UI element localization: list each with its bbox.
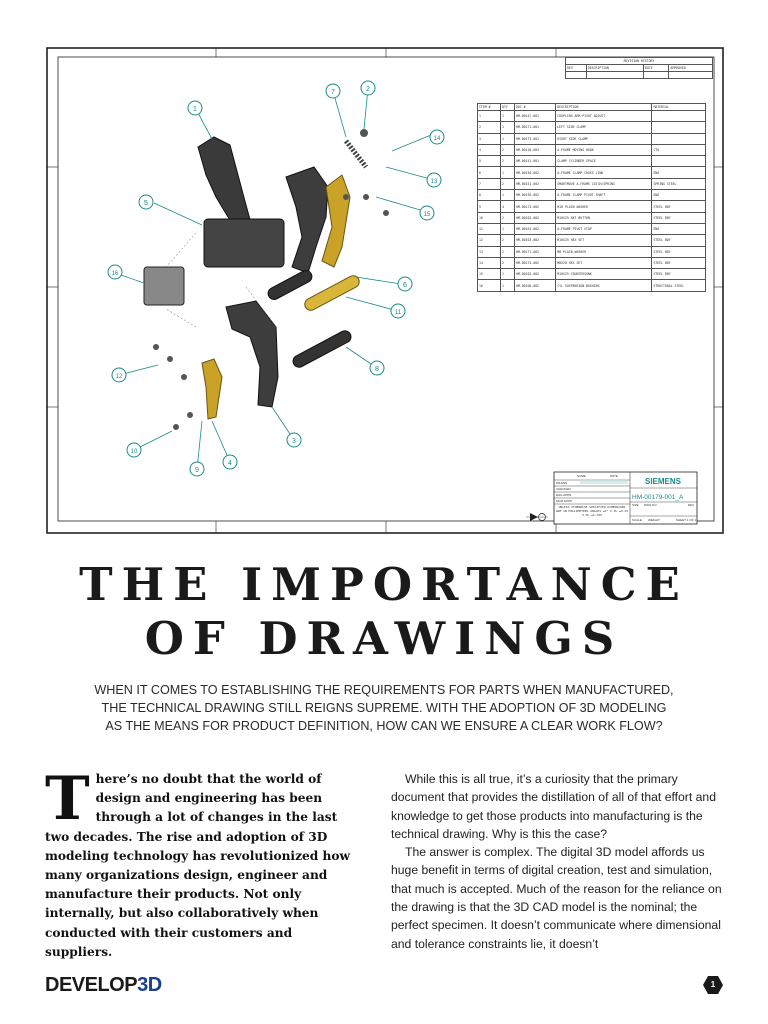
bom-cell: HM-00147-001	[514, 111, 555, 122]
balloon-6	[398, 277, 412, 291]
bom-cell: 5	[478, 156, 501, 167]
table-row	[478, 133, 706, 144]
svg-text:SIZE: SIZE	[632, 503, 639, 507]
bom-cell: HM-00102-002	[514, 269, 555, 280]
drop-cap: T	[45, 764, 90, 834]
bom-cell: M8X20 HEX SET	[556, 257, 652, 268]
balloon-11	[391, 304, 405, 318]
bom-cell: HM-00150-002	[514, 167, 555, 178]
bom-cell: 3	[478, 133, 501, 144]
svg-text:3: 3	[292, 438, 296, 445]
exploded-assembly	[144, 129, 389, 430]
svg-text:12: 12	[115, 374, 123, 380]
bom-cell: STEEL BDY	[652, 269, 706, 280]
bom-cell: M10 PLAIN WASHER	[556, 201, 652, 212]
bom-cell: COUPLING ARM PIVOT ADJUST	[556, 111, 652, 122]
svg-text:DWG NO: DWG NO	[644, 503, 657, 507]
bom-cell: ENG	[652, 167, 706, 178]
balloon-2	[361, 81, 375, 95]
svg-text:SHEET 1 OF 1: SHEET 1 OF 1	[676, 518, 696, 522]
bom-cell: 10	[478, 212, 501, 223]
svg-text:6: 6	[403, 282, 407, 289]
svg-text:7: 7	[331, 89, 335, 96]
bom-cell: HM-00175-002	[514, 257, 555, 268]
pivot-stop-gold-top	[322, 175, 350, 267]
bom-cell: HM-00173-002	[514, 201, 555, 212]
bom-cell: M10X25 SKT BUTTON	[556, 212, 652, 223]
table-row	[478, 156, 706, 167]
bom-cell: 2	[501, 178, 515, 189]
bom-cell	[652, 133, 706, 144]
svg-text:WEIGHT: WEIGHT	[648, 518, 660, 522]
bom-cell: HM-00156-002	[514, 190, 555, 201]
bom-cell: M8 PLAIN WASHER	[556, 246, 652, 257]
bom-cell: 1	[501, 223, 515, 234]
balloon-1	[188, 101, 202, 115]
bom-cell: 1	[501, 190, 515, 201]
bom-cell: HM-00101-002	[514, 223, 555, 234]
svg-text:15: 15	[423, 212, 431, 218]
technical-drawing	[46, 47, 724, 534]
bom-cell: 11	[478, 223, 501, 234]
bom-cell: LEFT SIDE CLAMP	[556, 122, 652, 133]
bom-cell: HM-00103-002	[514, 235, 555, 246]
title-block	[526, 472, 697, 524]
balloon-14	[430, 130, 444, 144]
bom-cell: HM-00102-002	[514, 212, 555, 223]
bom-cell: 13	[478, 246, 501, 257]
bom-cell: SMARTMOVE A-FRAME CATCH/SPRING	[556, 178, 652, 189]
bom-cell: STEEL BDY	[652, 257, 706, 268]
bom-cell: HM-00173-001	[514, 133, 555, 144]
svg-text:1: 1	[193, 106, 197, 113]
svg-text:5: 5	[144, 200, 148, 207]
balloon-9	[190, 462, 204, 476]
body-paragraph: While this is all true, it’s a curiosity that the primary document that provides the distillation of all of that effort and knowledge to get those products into manufacturing is the technical drawing. Why is this the case?	[391, 772, 716, 841]
article-deck	[84, 681, 684, 735]
bom-cell: CYL SUSPENSION BUSHING	[556, 280, 652, 291]
bom-cell: ENG	[652, 190, 706, 201]
page-number: 1	[710, 980, 716, 989]
balloon-7	[326, 84, 340, 98]
bom-cell: STEEL BDY	[652, 246, 706, 257]
tolerance-notes: UNLESS OTHERWISE SPECIFIED DIMENSIONS ARE IN MILLIMETERS ANGLES ±X° 2 PL ±X.XX 3 PL ±X.XXX	[555, 505, 629, 517]
bom-cell: 2	[478, 122, 501, 133]
svg-text:2: 2	[366, 86, 370, 93]
bom-cell: ENG	[652, 223, 706, 234]
lead-paragraph	[45, 764, 360, 962]
bom-cell: 1	[501, 122, 515, 133]
page-number-badge	[703, 975, 723, 995]
bom-cell: M10X25 HEX SET	[556, 235, 652, 246]
svg-text:ENG APPR: ENG APPR	[556, 493, 572, 497]
bom-cell: 2	[501, 235, 515, 246]
bom-cell: 2	[501, 156, 515, 167]
bom-cell: HM-00171-002	[514, 246, 555, 257]
svg-text:MGR APPR: MGR APPR	[556, 499, 572, 503]
table-row	[478, 257, 706, 268]
bom-cell: 16	[478, 280, 501, 291]
bom-cell: 15	[478, 269, 501, 280]
bom-cell: 2	[501, 212, 515, 223]
bom-cell: A-FRAME CLAMP PIVOT SHAFT	[556, 190, 652, 201]
balloon-4	[223, 455, 237, 469]
bom-cell: 2	[501, 144, 515, 155]
siemens-logo: SIEMENS	[644, 477, 682, 486]
table-row	[478, 122, 706, 133]
bom-cell: CLAMP CYLINDER SPACE	[556, 156, 652, 167]
table-row	[478, 212, 706, 223]
bom-cell: A-FRAME PIVOT STOP	[556, 223, 652, 234]
bom-cell: 2	[501, 246, 515, 257]
bom-cell	[652, 111, 706, 122]
balloon-10	[127, 443, 141, 457]
table-row	[478, 280, 706, 291]
bom-cell: 1	[501, 269, 515, 280]
balloon-8	[370, 361, 384, 375]
bom-header-row: ITEM # QTY DOC # DESCRIPTION MATERIAL	[478, 104, 706, 111]
body-paragraph: The answer is complex. The digital 3D model affords us huge benefit in terms of digital creation, test and simulation, that much is accepted. Much of the reason for the reliance on the drawing is that the 3D CAD model is the nominal; the perfect specimen. It doesn’t communicate where dimensional and tolerance constraints lie, it doesn’t	[391, 845, 722, 951]
projection-symbol	[526, 513, 548, 521]
svg-text:REV: REV	[688, 503, 695, 507]
svg-text:DRAWN: DRAWN	[556, 481, 568, 485]
svg-text:11: 11	[394, 310, 402, 316]
balloon-15	[420, 206, 434, 220]
bom-cell: 8	[478, 190, 501, 201]
body-column	[391, 770, 723, 953]
balloon-5	[139, 195, 153, 209]
bom-cell: STEEL BDY	[652, 201, 706, 212]
table-row	[478, 269, 706, 280]
bom-cell: HM-00171-001	[514, 122, 555, 133]
table-row	[478, 190, 706, 201]
bom-cell: 4	[478, 144, 501, 155]
balloon-3	[287, 433, 301, 447]
table-row	[478, 235, 706, 246]
bom-cell: 1	[478, 111, 501, 122]
bom-cell	[652, 156, 706, 167]
balloon-12	[112, 368, 126, 382]
bom-cell: A-FRAME CLAMP CROSS LINK	[556, 167, 652, 178]
bom-cell: 9	[478, 201, 501, 212]
table-row	[478, 111, 706, 122]
spring	[346, 141, 366, 167]
svg-text:NAME: NAME	[577, 474, 586, 478]
svg-text:4: 4	[228, 460, 232, 467]
deck-line: THE TECHNICAL DRAWING STILL REIGNS SUPREME. WITH THE ADOPTION OF 3D MODELING	[101, 701, 667, 715]
lead-text: here’s no doubt that the world of design and engineering has been through a lot of changes in the last two decades. The rise and adoption of 3D modeling technology has revolutionized how many organizations design, engineer and manufacture their products. Not only internally, but also collaboratively when conducted with their customers and suppliers.	[45, 772, 350, 959]
table-row	[478, 223, 706, 234]
left-side-clamp	[286, 167, 328, 273]
bom-cell: SPRING STEEL	[652, 178, 706, 189]
deck-line: WHEN IT COMES TO ESTABLISHING THE REQUIREMENTS FOR PARTS WHEN MANUFACTURED,	[94, 683, 674, 697]
svg-text:10: 10	[130, 449, 138, 455]
pivot-shaft-2	[291, 329, 353, 370]
table-row	[478, 167, 706, 178]
bom-cell: HM-00141-001	[514, 156, 555, 167]
bom-cell: 1	[501, 280, 515, 291]
svg-text:SCALE: SCALE	[632, 518, 642, 522]
svg-text:DATE: DATE	[610, 474, 618, 478]
svg-text:8: 8	[375, 366, 379, 373]
balloon-16	[108, 265, 122, 279]
revision-table: REVISION HISTORY REV DESCRIPTION DATE APPROVED	[565, 57, 713, 79]
table-row	[478, 201, 706, 212]
bom-cell: RIGHT SIDE CLAMP	[556, 133, 652, 144]
svg-text:CHECKED: CHECKED	[556, 487, 571, 491]
bom-cell: STRUCTURAL STEEL	[652, 280, 706, 291]
bom-cell: HM-00151-002	[514, 178, 555, 189]
article-title-line-2: OF DRAWINGS	[144, 612, 624, 665]
bom-cell: M10X25 COUNTERSUNK	[556, 269, 652, 280]
bom-cell: 12	[478, 235, 501, 246]
bill-of-materials	[477, 103, 706, 292]
bom-cell: 6	[478, 167, 501, 178]
svg-text:14: 14	[433, 136, 441, 142]
suspension-bushing	[144, 267, 184, 305]
svg-text:16: 16	[111, 271, 119, 277]
doc-number: HM-00179-001_A	[632, 494, 684, 501]
pivot-stop-gold-bottom	[202, 359, 222, 419]
bom-cell: 1	[501, 111, 515, 122]
bom-cell: 2	[501, 257, 515, 268]
bom-cell: STEEL BDY	[652, 235, 706, 246]
table-row	[478, 144, 706, 155]
bom-cell	[652, 122, 706, 133]
clamp-block	[204, 219, 284, 267]
table-row	[478, 246, 706, 257]
pivot-shaft	[266, 268, 314, 301]
bom-cell: 1	[501, 167, 515, 178]
bom-cell: 4	[501, 201, 515, 212]
svg-text:13: 13	[430, 179, 438, 185]
right-side-clamp	[226, 301, 278, 407]
bom-cell: STEEL BDY	[652, 212, 706, 223]
table-row	[478, 178, 706, 189]
bom-cell: 7	[478, 178, 501, 189]
article-title-line-1: THE IMPORTANCE	[79, 558, 689, 611]
bom-cell: 1	[501, 133, 515, 144]
bom-cell: HM-00120-003	[514, 144, 555, 155]
deck-line: AS THE MEANS FOR PRODUCT DEFINITION, HOW CAN WE ENSURE A CLEAR WORK FLOW?	[105, 719, 663, 733]
develop3d-logo: DEVELOP3D	[45, 974, 162, 996]
svg-text:9: 9	[195, 467, 199, 474]
hex-nut	[360, 129, 368, 137]
bom-cell: HM-00100-002	[514, 280, 555, 291]
bom-cell: CTU	[652, 144, 706, 155]
bom-cell: A-FRAME MOVING HOOK	[556, 144, 652, 155]
balloon-13	[427, 173, 441, 187]
bom-cell: 14	[478, 257, 501, 268]
